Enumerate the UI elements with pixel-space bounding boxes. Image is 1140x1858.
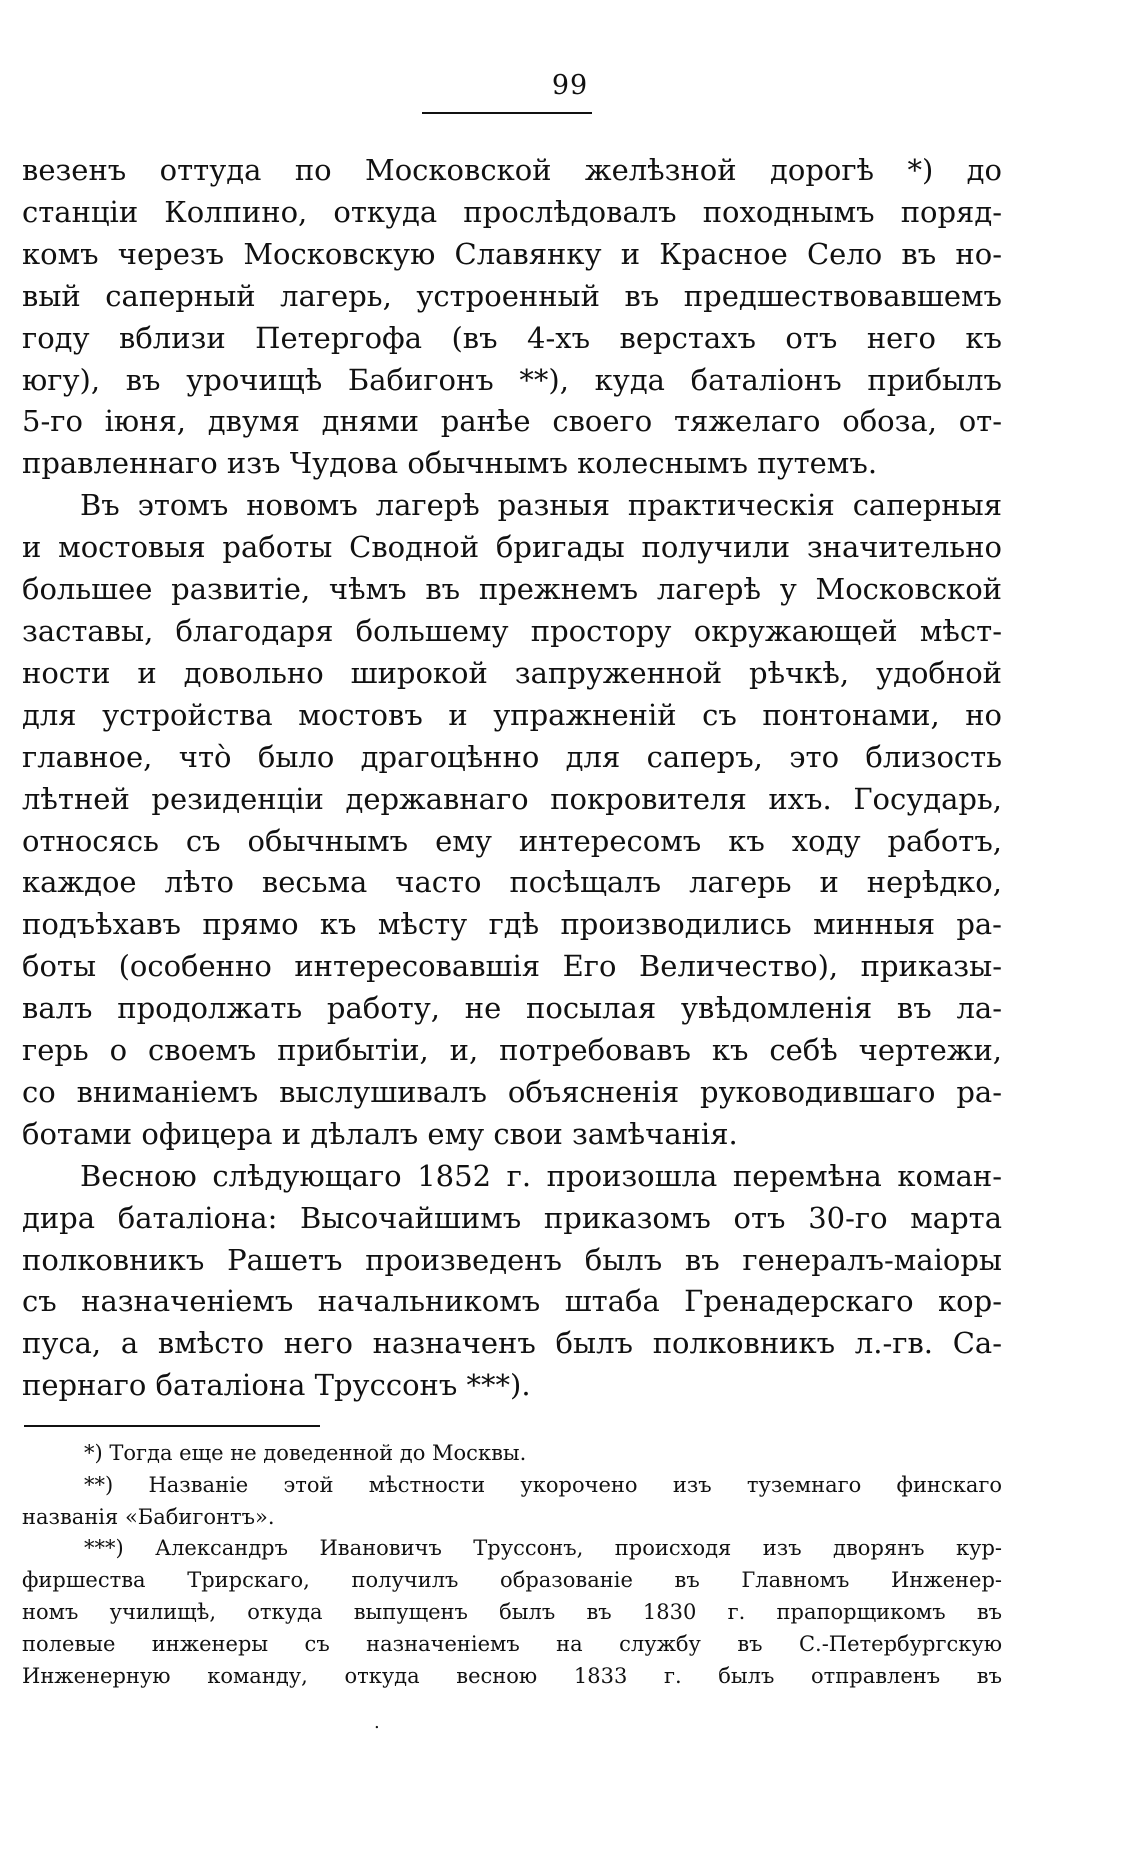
footnote-line: ***) Александръ Ивановичъ Труссонъ, происходя изъ дворянъ кур- (84, 1536, 1002, 1561)
body-text (22, 150, 1002, 1407)
body-line: пернаго баталіона Труссонъ ***). (22, 1368, 531, 1403)
stray-mark: . (374, 1712, 380, 1733)
body-line: и мостовыя работы Сводной бригады получили значительно (22, 530, 1002, 565)
body-line: относясь съ обычнымъ ему интересомъ къ ходу работъ, (22, 823, 1002, 858)
footnote-line: Инженерную команду, откуда весною 1833 г. былъ отправленъ въ (22, 1663, 1002, 1688)
body-line: комъ черезъ Московскую Славянку и Красное Село въ но- (22, 236, 1002, 271)
body-line: вый саперный лагерь, устроенный въ предшествовавшемъ (22, 278, 1002, 313)
body-line: ботами офицера и дѣлалъ ему свои замѣчанія. (22, 1116, 738, 1151)
body-line: югу), въ урочищѣ Бабигонъ **), куда баталіонъ прибылъ (22, 362, 1002, 397)
body-line: везенъ оттуда по Московской желѣзной дорогѣ *) до (22, 153, 1002, 187)
body-line: лѣтней резиденціи державнаго покровителя ихъ. Государь, (22, 781, 1002, 816)
page-number-rule (422, 112, 592, 114)
footnote-line: номъ училищѣ, откуда выпущенъ былъ въ 1830 г. прапорщикомъ въ (22, 1599, 1002, 1624)
body-line: пуса, а вмѣсто него назначенъ былъ полковникъ л.-гв. Са- (22, 1326, 1002, 1361)
body-line: со вниманіемъ выслушивалъ объясненія руководившаго ра- (22, 1074, 1002, 1109)
body-line: заставы, благодаря большему простору окружающей мѣст- (22, 613, 1002, 648)
body-line: году вблизи Петергофа (въ 4-хъ верстахъ отъ него къ (22, 320, 1002, 355)
paragraph-start: Весною слѣдующаго 1852 г. произошла перемѣна коман- (80, 1158, 1002, 1193)
body-line: для устройства мостовъ и упражненій съ понтонами, но (22, 697, 1002, 732)
footnote-line: **) Названіе этой мѣстности укорочено изъ туземнаго финскаго (84, 1472, 1002, 1497)
footnotes (22, 1438, 1002, 1692)
body-line: станціи Колпино, откуда прослѣдовалъ походнымъ поряд- (22, 194, 1002, 229)
paragraph-start: Въ этомъ новомъ лагерѣ разныя практическія саперныя (80, 488, 1002, 523)
body-line: боты (особенно интересовавшія Его Величество), приказы- (22, 949, 1002, 984)
body-line: большее развитіе, чѣмъ въ прежнемъ лагерѣ у Московской (22, 572, 1002, 607)
body-line: каждое лѣто весьма часто посѣщалъ лагерь и нерѣдко, (22, 865, 1002, 900)
body-line: главное, что̀ было драгоцѣнно для саперъ, это близость (22, 739, 1002, 774)
body-line: ности и довольно широкой запруженной рѣчкѣ, удобной (22, 655, 1002, 690)
body-line: дира баталіона: Высочайшимъ приказомъ отъ 30-го марта (22, 1200, 1002, 1235)
body-line: валъ продолжать работу, не посылая увѣдомленія въ ла- (22, 991, 1002, 1026)
footnote-rule (24, 1425, 320, 1427)
page-number: 99 (551, 70, 589, 101)
body-line: подъѣхавъ прямо къ мѣсту гдѣ производились минныя ра- (22, 907, 1002, 942)
footnote-line: фиршества Трирскаго, получилъ образованіе въ Главномъ Инженер- (22, 1568, 1002, 1593)
footnote-line: названія «Бабигонтъ». (22, 1504, 275, 1529)
footnote-line: полевые инженеры съ назначеніемъ на службу въ С.-Петербургскую (22, 1631, 1002, 1656)
body-line: полковникъ Рашетъ произведенъ былъ въ генералъ-маіоры (22, 1242, 1002, 1277)
body-line: герь о своемъ прибытіи, и, потребовавъ къ себѣ чертежи, (22, 1033, 1002, 1068)
body-line: съ назначеніемъ начальникомъ штаба Гренадерскаго кор- (22, 1284, 1002, 1319)
body-line: 5-го іюня, двумя днями ранѣе своего тяжелаго обоза, от- (22, 404, 1002, 439)
body-line: правленнаго изъ Чудова обычнымъ колеснымъ путемъ. (22, 446, 878, 481)
footnote-line: *) Тогда еще не доведенной до Москвы. (84, 1441, 527, 1465)
